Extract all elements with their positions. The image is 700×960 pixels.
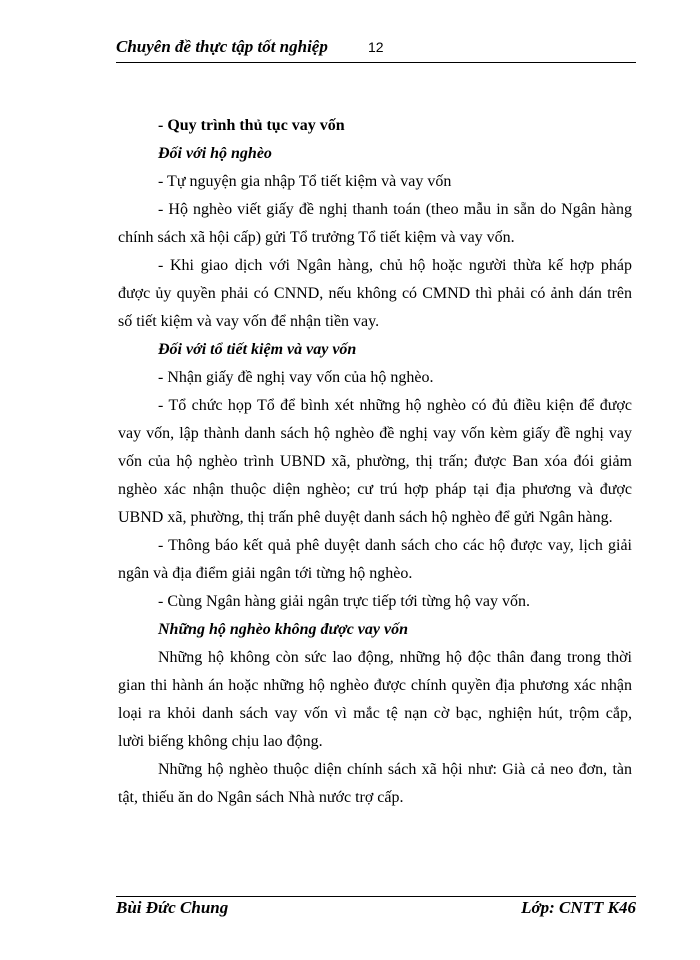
page-footer (116, 898, 636, 922)
paragraph-line: số tiết kiệm và vay vốn để nhận tiền vay. (118, 313, 380, 330)
section-heading: - Quy trình thủ tục vay vốn (158, 117, 345, 134)
subheading: Đối với tổ tiết kiệm và vay vốn (158, 341, 357, 358)
header-rule (116, 62, 636, 63)
paragraph-line: - Khi giao dịch với Ngân hàng, chủ hộ hoặc người thừa kế hợp pháp (158, 257, 632, 274)
subheading: Những hộ nghèo không được vay vốn (158, 621, 409, 638)
paragraph-line: ngân và địa điểm giải ngân tới từng hộ nghèo. (118, 565, 413, 582)
paragraph-line: - Tự nguyện gia nhập Tổ tiết kiệm và vay vốn (158, 173, 452, 190)
paragraph-line: loại ra khỏi danh sách vay vốn vì mắc tệ nạn cờ bạc, nghiện hút, trộm cắp, (118, 705, 632, 722)
subheading: Đối với hộ nghèo (158, 145, 272, 162)
paragraph-line: được ủy quyền phải có CNND, nếu không có CMND thì phải có ảnh dán trên (118, 285, 632, 302)
page-number: 12 (368, 39, 384, 55)
footer-rule (116, 896, 636, 897)
footer-class: Lớp: CNTT K46 (521, 898, 636, 917)
paragraph-line: Những hộ không còn sức lao động, những hộ độc thân đang trong thời (158, 649, 632, 666)
paragraph-line: Những hộ nghèo thuộc diện chính sách xã hội như: Già cả neo đơn, tàn (158, 761, 632, 778)
header-title: Chuyên đề thực tập tốt nghiệp (116, 37, 328, 56)
paragraph-line: UBND xã, phường, thị trấn phê duyệt danh sách hộ nghèo để gửi Ngân hàng. (118, 509, 613, 526)
paragraph-line: vốn của hộ nghèo trình UBND xã, phường, thị trấn; được Ban xóa đói giảm (118, 453, 632, 470)
paragraph-line: chính sách xã hội cấp) gửi Tổ trưởng Tổ tiết kiệm và vay vốn. (118, 229, 515, 246)
paragraph-line: gian thi hành án hoặc những hộ nghèo được chính quyền địa phương xác nhận (118, 677, 632, 694)
paragraph-line: lười biếng không chịu lao động. (118, 733, 323, 750)
paragraph-line: nghèo xác nhận thuộc diện nghèo; cư trú hợp pháp tại địa phương và được (118, 481, 632, 498)
paragraph-line: - Cùng Ngân hàng giải ngân trực tiếp tới từng hộ vay vốn. (158, 593, 530, 610)
page-header (116, 37, 636, 61)
footer-author: Bùi Đức Chung (116, 898, 229, 917)
paragraph-line: - Hộ nghèo viết giấy đề nghị thanh toán (theo mẫu in sẵn do Ngân hàng (158, 201, 632, 218)
paragraph-line: tật, thiếu ăn do Ngân sách Nhà nước trợ cấp. (118, 789, 404, 806)
paragraph-line: - Thông báo kết quả phê duyệt danh sách cho các hộ được vay, lịch giải (158, 537, 632, 554)
paragraph-line: vay vốn, lập thành danh sách hộ nghèo đề nghị vay vốn kèm giấy đề nghị vay (118, 425, 632, 442)
paragraph-line: - Tổ chức họp Tổ để bình xét những hộ nghèo có đủ điều kiện để được (158, 397, 632, 414)
paragraph-line: - Nhận giấy đề nghị vay vốn của hộ nghèo. (158, 369, 434, 386)
